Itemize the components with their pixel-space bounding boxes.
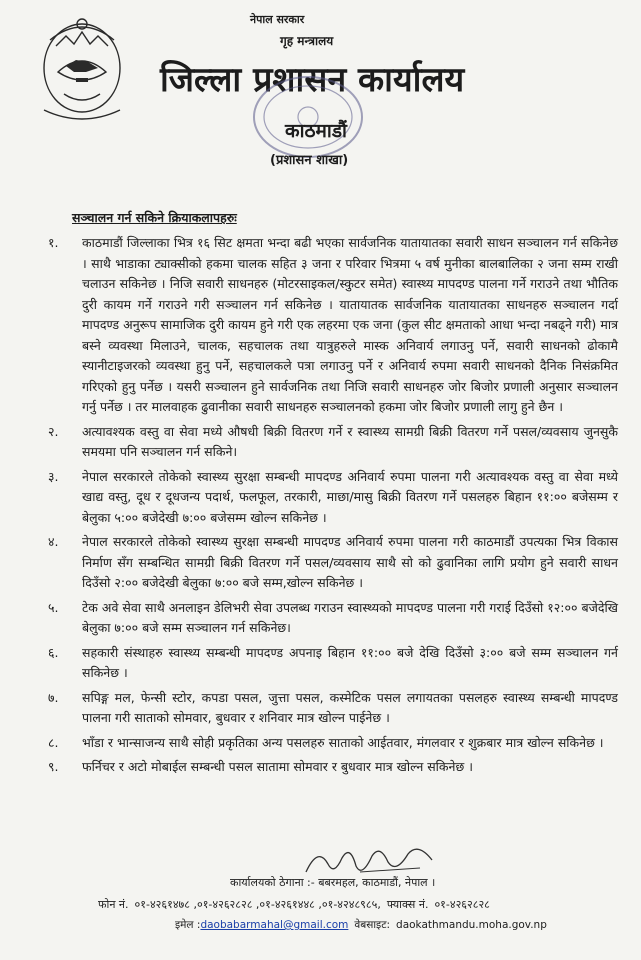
web-contacts <box>175 918 547 932</box>
item-text: अत्यावश्यक वस्तु वा सेवा मध्ये औषधी बिक्री वितरण गर्ने र स्वास्थ्य सामग्री बिक्री वितरण गर्ने पसल/व्यवसाय जुनसुकै समयमा पनि सञ्चालन गर्न सकिने। <box>82 423 618 459</box>
website-link[interactable]: daokathmandu.moha.gov.np <box>396 919 547 931</box>
fax-label: फ्याक्स नं. <box>386 898 429 911</box>
item-text: नेपाल सरकारले तोकेको स्वास्थ्य सुरक्षा सम्बन्धी मापदण्ड अनिवार्य रुपमा पालना गरी काठमाडौं उपत्यका भित्र विकास निर्माण सँग सम्बन्धित सामग्री बिक्री वितरण गर्ने पसल/व्यवसाय साथै सो को ढुवानिका लागि प्रयोग हुने सवारी साधन दिउँसो २:०० बजेदेखी बेलुका ७:०० बजे सम्म,खोल्न सकिनेछ । <box>82 534 618 590</box>
government-name: नेपाल सरकार <box>250 13 305 26</box>
website-label: वेबसाइट: <box>354 919 391 931</box>
activities-heading: सञ्चालन गर्न सकिने क्रियाकलापहरुः <box>72 210 237 225</box>
item-number: ५. <box>48 599 59 615</box>
email-label: इमेल : <box>175 919 201 931</box>
item-number: ३. <box>48 468 59 484</box>
item-text: भाँडा र भान्साजन्य साथै सोही प्रकृतिका अन्य पसलहरु साताको आईतवार, मंगलवार र शुक्रबार मात्र खोल्न सकिनेछ । <box>82 734 604 750</box>
item-text: सपिङ्ग मल, फेन्सी स्टोर, कपडा पसल, जुत्ता पसल, कस्मेटिक पसल लगायतका पसलहरु स्वास्थ्य सम्बन्धी मापदण्ड पालना गरी साताको सोमवार, बुधवार र शनिवार मात्र खोल्न पाईनेछ । <box>82 689 618 725</box>
item-number: ७. <box>48 689 59 705</box>
list-item <box>48 733 618 754</box>
item-text: सहकारी संस्थाहरु स्वास्थ्य सम्बन्धी मापदण्ड अपनाइ बिहान ११:०० बजे देखि दिउँसो ३:०० बजे सम्म सञ्चालन गर्न सकिनेछ । <box>82 644 618 680</box>
office-title: जिल्ला प्रशासन कार्यालय <box>160 60 465 100</box>
list-item <box>48 757 618 778</box>
list-item <box>48 598 618 639</box>
contact-numbers <box>98 897 618 912</box>
fax-number: ०१-४२६२८२८ <box>434 898 490 911</box>
section-name: (प्रशासन शाखा) <box>270 153 349 168</box>
list-item <box>48 422 618 463</box>
phone-numbers: ०१-४२६१४७८ ,०१-४२६२८२८ ,०१-४२६१४४८ ,०१-४२४८९८५, <box>134 898 381 911</box>
item-text: फर्निचर र अटो मोबाईल सम्बन्धी पसल सातामा सोमवार र बुधवार मात्र खोल्न सकिनेछ । <box>82 759 473 774</box>
email-link[interactable]: daobabarmahal@gmail.com <box>200 919 349 931</box>
phone-label: फोन नं. <box>98 898 129 911</box>
office-address: कार्यालयको ठेगाना :- बबरमहल, काठमाडौं, नेपाल । <box>230 876 436 889</box>
district-name: काठमाडौं <box>285 120 347 142</box>
list-item <box>48 532 618 594</box>
item-text: टेक अवे सेवा साथै अनलाइन डेलिभरी सेवा उपलब्ध गराउन स्वास्थ्यको मापदण्ड पालना गरी गराई दिउँसो १२:०० बजेदेखि बेलुका ७:०० बजे सम्म सञ्चालन गर्न सकिनेछ। <box>82 599 618 635</box>
ministry-name: गृह मन्त्रालय <box>280 34 334 48</box>
nepal-government-emblem-icon <box>36 10 128 122</box>
list-item <box>48 467 618 529</box>
list-item <box>48 643 618 684</box>
list-item <box>48 688 618 729</box>
item-text: नेपाल सरकारले तोकेको स्वास्थ्य सुरक्षा सम्बन्धी मापदण्ड अनिवार्य रुपमा पालना गरी अत्यावश्यक वस्तु वा सेवा मध्ये खाद्य वस्तु, दूध र दूधजन्य पदार्थ, फलफूल, तरकारी, माछा/मासु बिक्री वितरण गर्ने पसलहरु बिहान ११:०० बजेसम्म र बेलुका ५:०० बजेदेखी ७:०० बजेसम्म खोल्न सकिनेछ । <box>82 468 618 525</box>
item-number: ८. <box>48 734 59 750</box>
item-number: ९. <box>48 759 59 774</box>
item-number: २. <box>48 423 59 439</box>
item-number: १. <box>48 235 59 250</box>
item-number: ६. <box>48 644 59 660</box>
item-text: काठमाडौं जिल्लाका भित्र १६ सिट क्षमता भन्दा बढी भएका सार्वजनिक यातायातका सवारी साधन सञ्चालन गर्न सकिनेछ । साथै भाडाका ट्याक्सीको हकमा चालक सहित ३ जना र परिवार भित्रमा ५ वर्ष मुनीका बालबालिका २ जना सम्म राखी चलाउन सकिनेछ । निजि सवारी साधनहरु (मोटरसाइकल/स्कुटर समेत) स्वास्थ्य मापदण्ड पालना गर्ने गराउने तथा भौतिक दुरी कायम गर्ने गराउने गरी सञ्चालन गर्न सकिनेछ । यातायातक सार्वजनिक यातायातका साधनहरु सञ्चालन गर्दा मापदण्ड अनुरूप सामाजिक दुरी कायम हुने गरी एक लहरमा एक जना (कुल सीट क्षमताको आधा भन्दा नबढ्ने गरी) मात्र बस्ने व्यवस्था मिलाउने, चालक, सहचालक तथा यात्रुहरुले मास्क अनिवार्य लगाउनु पर्ने, सवारी साधनको ढोकामै स्यानीटाइजरको व्यवस्था हुनु पर्ने, सहचालकले पत्रा लगाउनु पर्ने र अनिवार्य रुपमा सवारी साधनको दैनिक निसंक्रमित गरिएको हुनु पर्नेछ । यसरी सञ्चालन हुने सार्वजनिक तथा निजि सवारी साधनहरु जोर बिजोर प्रणाली अनुसार सञ्चालन गर्नु पर्नेछ । तर मालवाहक ढुवानीका सवारी साधनहरु सञ्चालनको हकमा जोर बिजोर प्रणाली लागु हुने छैन । <box>82 235 618 414</box>
list-item <box>48 233 618 418</box>
activities-list <box>48 233 618 782</box>
item-number: ४. <box>48 534 59 549</box>
